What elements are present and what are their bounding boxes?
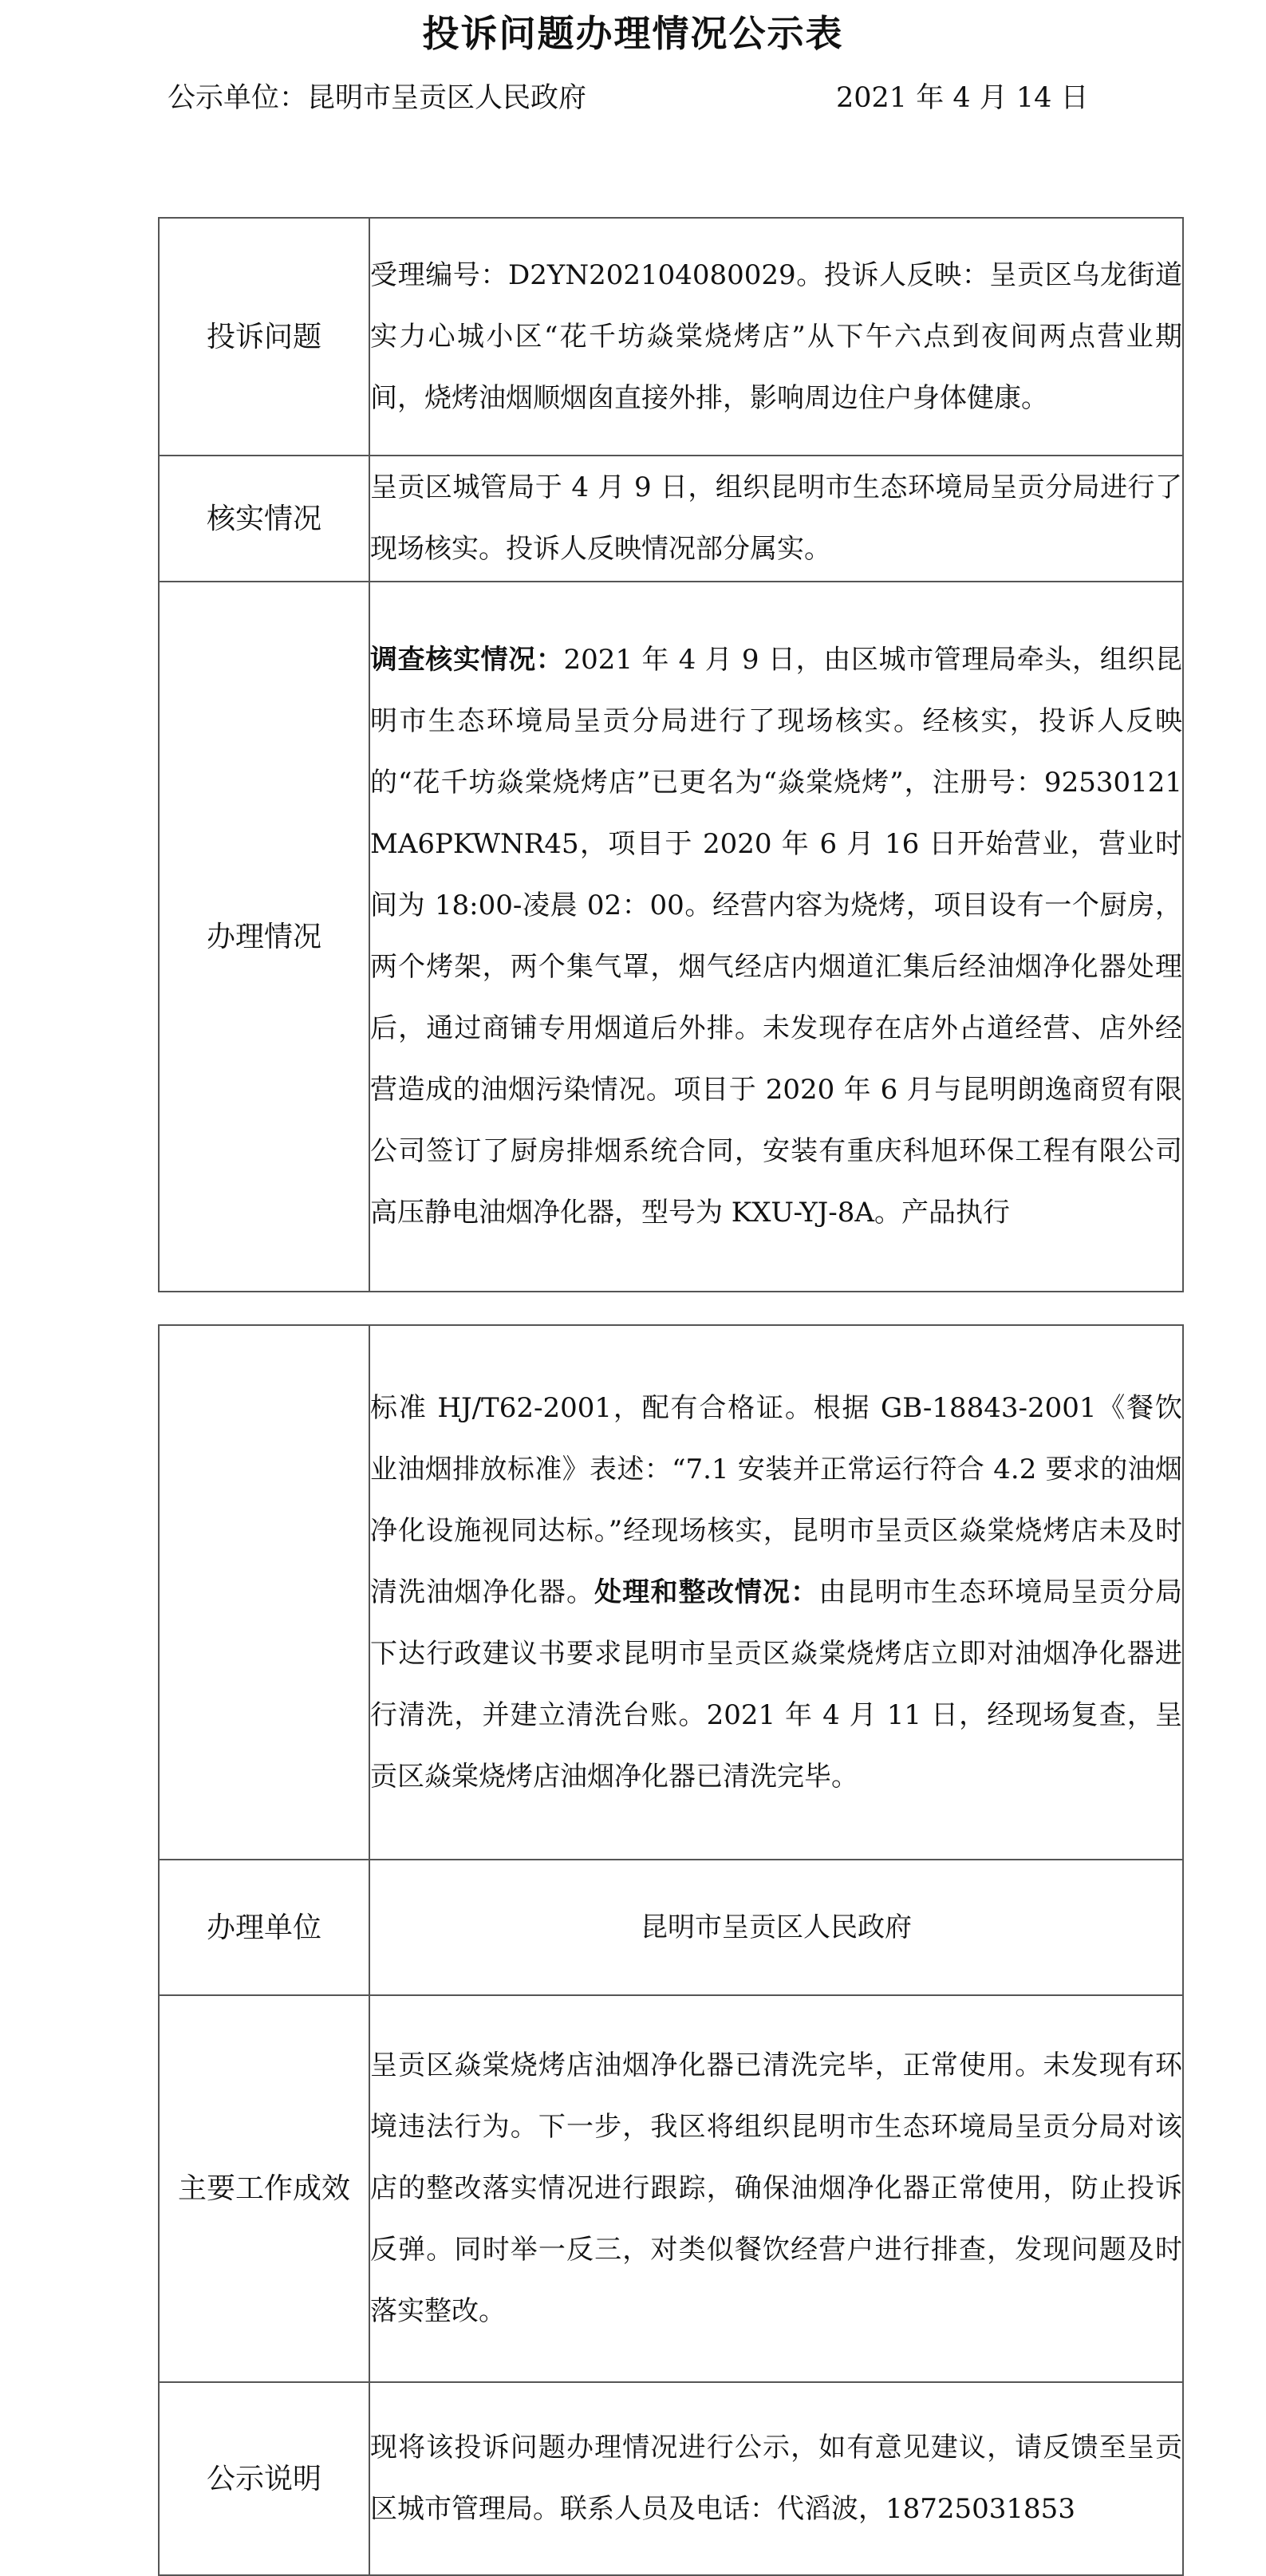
rectification-heading: 处理和整改情况： (594, 1576, 819, 1608)
notice-text: 现将该投诉问题办理情况进行公示，如有意见建议，请反馈至呈贡区城市管理局。联系人员及电话：代滔波，18725031853 (369, 2382, 1183, 2575)
verify-row (159, 456, 1183, 582)
complaint-row (159, 218, 1183, 456)
verify-label: 核实情况 (159, 456, 369, 582)
result-row (159, 1995, 1183, 2382)
unit-text: 昆明市呈贡区人民政府 (369, 1860, 1183, 1995)
handling-continued-text (369, 1325, 1183, 1860)
unit-label: 办理单位 (159, 1860, 369, 1995)
unit-row (159, 1860, 1183, 1995)
standard-text: 标准 HJ/T62-2001，配有合格证。根据 GB-18843-2001《餐饮业油烟排放标准》表述：“7.1 安装并正常运行符合 4.2 要求的油烟净化设施视同达标。”经现场核实，昆明市呈贡区焱棠烧烤店未及时清洗油烟净化器。 (370, 1391, 1182, 1608)
result-label: 主要工作成效 (159, 1995, 369, 2382)
handling-row (159, 582, 1183, 1292)
complaint-label: 投诉问题 (159, 218, 369, 456)
investigation-text: 2021 年 4 月 9 日，由区城市管理局牵头，组织昆明市生态环境局呈贡分局进行了现场核实。经核实，投诉人反映的“花千坊焱棠烧烤店”已更名为“焱棠烧烤”，注册号：92530121MA6PKWNR45，项目于 2020 年 6 月 16 日开始营业，营业时间为 18:00-凌晨 02：00。经营内容为烧烤，项目设有一个厨房，两个烤架，两个集气罩，烟气经店内烟道汇集后经油烟净化器处理后，通过商铺专用烟道后外排。未发现存在店外占道经营、店外经营造成的油烟污染情况。项目于 2020 年 6 月与昆明朗逸商贸有限公司签订了厨房排烟系统合同，安装有重庆科旭环保工程有限公司高压静电油烟净化器，型号为 KXU-YJ-8A。产品执行 (370, 644, 1183, 1229)
result-text: 呈贡区焱棠烧烤店油烟净化器已清洗完毕，正常使用。未发现有环境违法行为。下一步，我区将组织昆明市生态环境局呈贡分局对该店的整改落实情况进行跟踪，确保油烟净化器正常使用，防止投诉反弹。同时举一反三，对类似餐饮经营户进行排查，发现问题及时落实整改。 (369, 1995, 1183, 2382)
rectification-text: 由昆明市生态环境局呈贡分局下达行政建议书要求昆明市呈贡区焱棠烧烤店立即对油烟净化器进行清洗，并建立清洗台账。2021 年 4 月 11 日，经现场复查，呈贡区焱棠烧烤店油烟净化器已清洗完毕。 (370, 1576, 1183, 1793)
complaint-table-part-1 (158, 217, 1184, 1292)
page-title: 投诉问题办理情况公示表 (422, 12, 844, 55)
handling-continued-label (159, 1325, 369, 1860)
verify-text: 呈贡区城管局于 4 月 9 日，组织昆明市生态环境局呈贡分局进行了现场核实。投诉人反映情况部分属实。 (369, 456, 1183, 582)
notice-row (159, 2382, 1183, 2575)
notice-label: 公示说明 (159, 2382, 369, 2575)
publishing-unit: 公示单位：昆明市呈贡区人民政府 (168, 82, 587, 114)
handling-text (369, 582, 1183, 1292)
complaint-text: 受理编号：D2YN202104080029。投诉人反映：呈贡区乌龙街道实力心城小区“花千坊焱棠烧烤店”从下午六点到夜间两点营业期间，烧烤油烟顺烟囱直接外排，影响周边住户身体健康。 (369, 218, 1183, 456)
investigation-heading: 调查核实情况： (370, 644, 564, 676)
handling-label: 办理情况 (159, 582, 369, 1292)
complaint-table-part-2 (158, 1324, 1184, 2576)
handling-continued-row (159, 1325, 1183, 1860)
publish-date: 2021 年 4 月 14 日 (836, 82, 1089, 114)
